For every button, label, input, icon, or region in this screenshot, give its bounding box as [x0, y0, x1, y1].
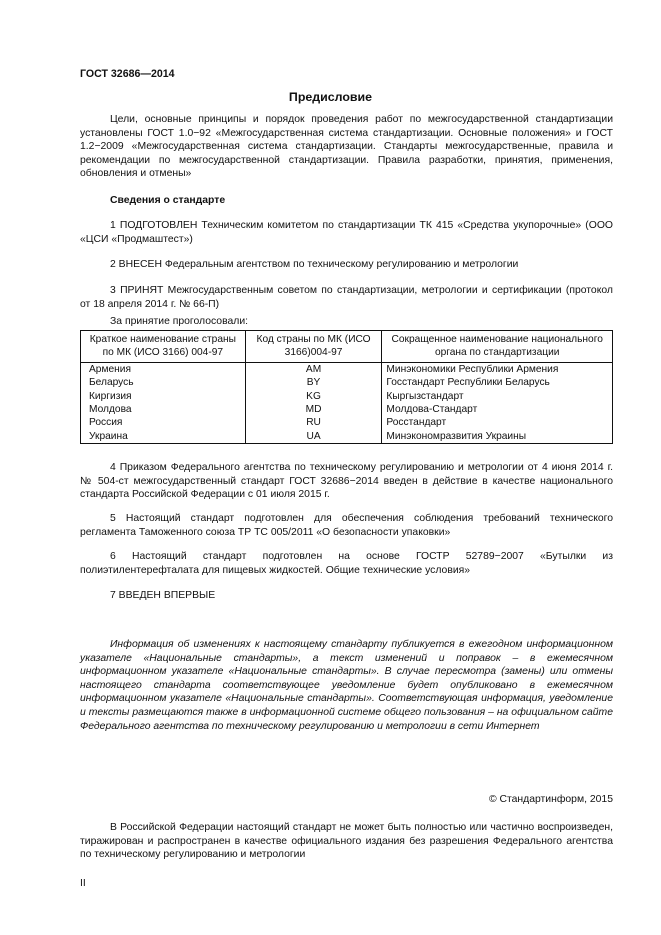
standards-body-cell: Минэкономразвития Украины	[382, 430, 613, 444]
standards-body-cell: Минэкономики Республики Армения	[382, 362, 613, 376]
table-header-row	[81, 331, 613, 363]
country-name-cell: Армения	[81, 362, 246, 376]
document-header: ГОСТ 32686—2014	[80, 68, 175, 80]
country-name-cell: Молдова	[81, 403, 246, 416]
country-name-cell: Киргизия	[81, 390, 246, 403]
info-notice: Информация об изменениях к настоящему стандарту публикуется в ежегодном информационном указателе «Национальные стандарты», а текст изменений и поправок – в ежемесячном информационном указателе «Национальные стандарты». В случае пересмотра (замены) или отмены настоящего стандарта соответствующее уведомление будет опубликовано в ежемесячном информационном указателе «Национальные стандарты». Соответствующая информация, уведомление и тексты размещаются также в информационной системе общего пользования – на официальном сайте Федерального агентства по техническому регулированию и метрологии в сети Интернет	[80, 639, 613, 732]
item-3-paragraph: 3 ПРИНЯТ Межгосударственным советом по стандартизации, метрологии и сертификации (протокол от 18 апреля 2014 г. № 66-П)	[80, 285, 613, 310]
item-6-paragraph: 6 Настоящий стандарт подготовлен на основе ГОСТР 52789−2007 «Бутылки из полиэтилентерефталата для пищевых жидкостей. Общие технические условия»	[80, 551, 613, 576]
voting-countries-table	[80, 330, 613, 444]
table-row	[81, 376, 613, 389]
header-country-code: Код страны по МК (ИСО 3166)004-97	[245, 331, 382, 363]
standards-body-cell: Кыргызстандарт	[382, 390, 613, 403]
item-4-paragraph: 4 Приказом Федерального агентства по техническому регулированию и метрологии от 4 июня 2014 г. № 504-ст межгосударственный стандарт ГОСТ 32686−2014 введен в действие в качестве национального стандарта Российской Федерации с 01 июля 2015 г.	[80, 462, 613, 501]
table-row	[81, 430, 613, 444]
section-heading: Сведения о стандарте	[110, 195, 226, 206]
item-5-paragraph: 5 Настоящий стандарт подготовлен для обеспечения соблюдения требований технического регламента Таможенного союза ТР ТС 005/2011 «О безопасности упаковки»	[80, 513, 613, 538]
country-code-cell: BY	[245, 376, 382, 389]
table-row	[81, 362, 613, 376]
table-row	[81, 403, 613, 416]
page-title: Предисловие	[288, 90, 373, 104]
item-2-paragraph: 2 ВНЕСЕН Федеральным агентством по техническому регулированию и метрологии	[110, 259, 519, 270]
intro-paragraph: Цели, основные принципы и порядок проведения работ по межгосударственной стандартизации установлены ГОСТ 1.0−92 «Межгосударственная система стандартизации. Основные положения» и ГОСТ 1.2−2009 «Межгосударственная система стандартизации. Стандарты межгосударственные, правила и рекомендации по межгосударственной стандартизации. Правила разработки, принятия, применения, обновления и отмены»	[80, 114, 613, 180]
page-number: II	[80, 878, 86, 889]
country-code-cell: MD	[245, 403, 382, 416]
standards-body-cell: Молдова-Стандарт	[382, 403, 613, 416]
item-1-paragraph: 1 ПОДГОТОВЛЕН Техническим комитетом по стандартизации ТК 415 «Средства укупорочные» (ООО «ЦСИ «Продмаштест»)	[80, 220, 613, 245]
footer-notice: В Российской Федерации настоящий стандарт не может быть полностью или частично воспроизведен, тиражирован и распространен в качестве официального издания без разрешения Федерального агентства по техническому регулированию и метрологии	[80, 822, 613, 861]
table-row	[81, 416, 613, 429]
country-name-cell: Украина	[81, 430, 246, 444]
header-country-name: Краткое наименование страны по МК (ИСО 3166) 004-97	[81, 331, 246, 363]
country-code-cell: RU	[245, 416, 382, 429]
country-code-cell: KG	[245, 390, 382, 403]
header-standards-body: Сокращенное наименование национального органа по стандартизации	[382, 331, 613, 363]
country-code-cell: UA	[245, 430, 382, 444]
copyright-line: © Стандартинформ, 2015	[488, 794, 613, 805]
standards-body-cell: Госстандарт Республики Беларусь	[382, 376, 613, 389]
table-row	[81, 390, 613, 403]
country-code-cell: AM	[245, 362, 382, 376]
item-7-paragraph: 7 ВВЕДЕН ВПЕРВЫЕ	[110, 590, 216, 601]
country-name-cell: Россия	[81, 416, 246, 429]
country-name-cell: Беларусь	[81, 376, 246, 389]
standards-body-cell: Росстандарт	[382, 416, 613, 429]
vote-label: За принятие проголосовали:	[110, 316, 249, 327]
